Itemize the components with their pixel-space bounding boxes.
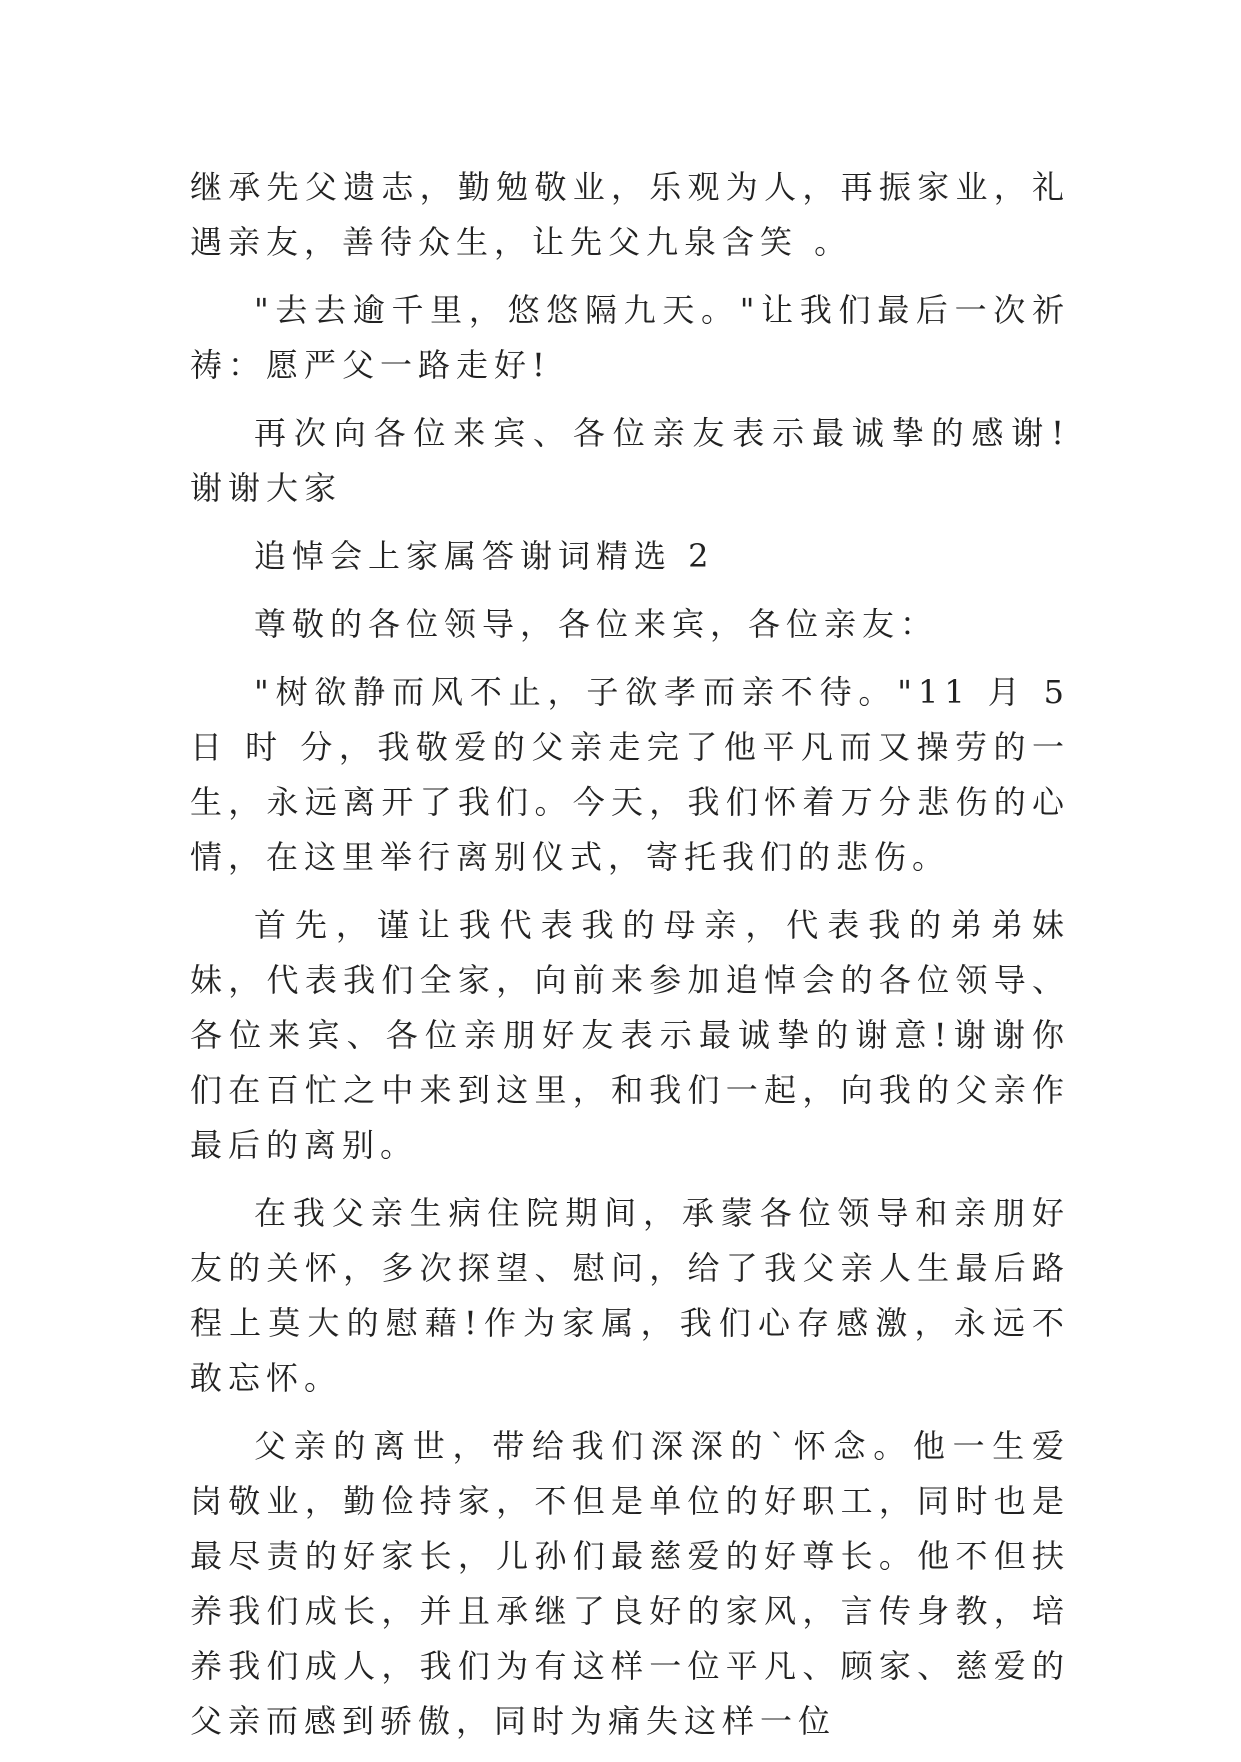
paragraph-remembrance: 父亲的离世，带给我们深深的`怀念。他一生爱岗敬业，勤俭持家，不但是单位的好职工，同时也是最尽责的好家长，儿孙们最慈爱的好尊长。他不但扶养我们成长，并且承继了良好的家风，言传身教，培养我们成人，我们为有这样一位平凡、顾家、慈爱的父亲而感到骄傲，同时为痛失这样一位	[190, 1427, 1070, 1740]
paragraph-gratitude: 首先，谨让我代表我的母亲，代表我的弟弟妹妹，代表我们全家，向前来参加追悼会的各位领导、各位来宾、各位亲朋好友表示最诚挚的谢意!谢谢你们在百忙之中来到这里，和我们一起，向我的父亲作最后的离别。	[190, 906, 1070, 1164]
document-body	[190, 160, 1070, 1762]
paragraph-salutation: 尊敬的各位领导，各位来宾，各位亲友：	[254, 605, 939, 643]
paragraph-opening: "树欲静而风不止，子欲孝而亲不待。"11 月 5 日 时 分，我敬爱的父亲走完了他平凡而又操劳的一生，永远离开了我们。今天，我们怀着万分悲伤的心情，在这里举行离别仪式，寄托我们的悲伤。	[190, 673, 1070, 876]
section-heading: 追悼会上家属答谢词精选 2	[254, 537, 715, 575]
paragraph-farewell-quote: "去去逾千里，悠悠隔九天。"让我们最后一次祈祷：愿严父一路走好!	[190, 291, 1070, 384]
paragraph-hospital-care: 在我父亲生病住院期间，承蒙各位领导和亲朋好友的关怀，多次探望、慰问，给了我父亲人生最后路程上莫大的慰藉!作为家属，我们心存感激，永远不敢忘怀。	[190, 1194, 1070, 1397]
paragraph-thanks: 再次向各位来宾、各位亲友表示最诚挚的感谢!谢谢大家	[190, 414, 1070, 507]
paragraph-continuation: 继承先父遗志，勤勉敬业，乐观为人，再振家业，礼遇亲友，善待众生，让先父九泉含笑 。	[190, 168, 1070, 261]
